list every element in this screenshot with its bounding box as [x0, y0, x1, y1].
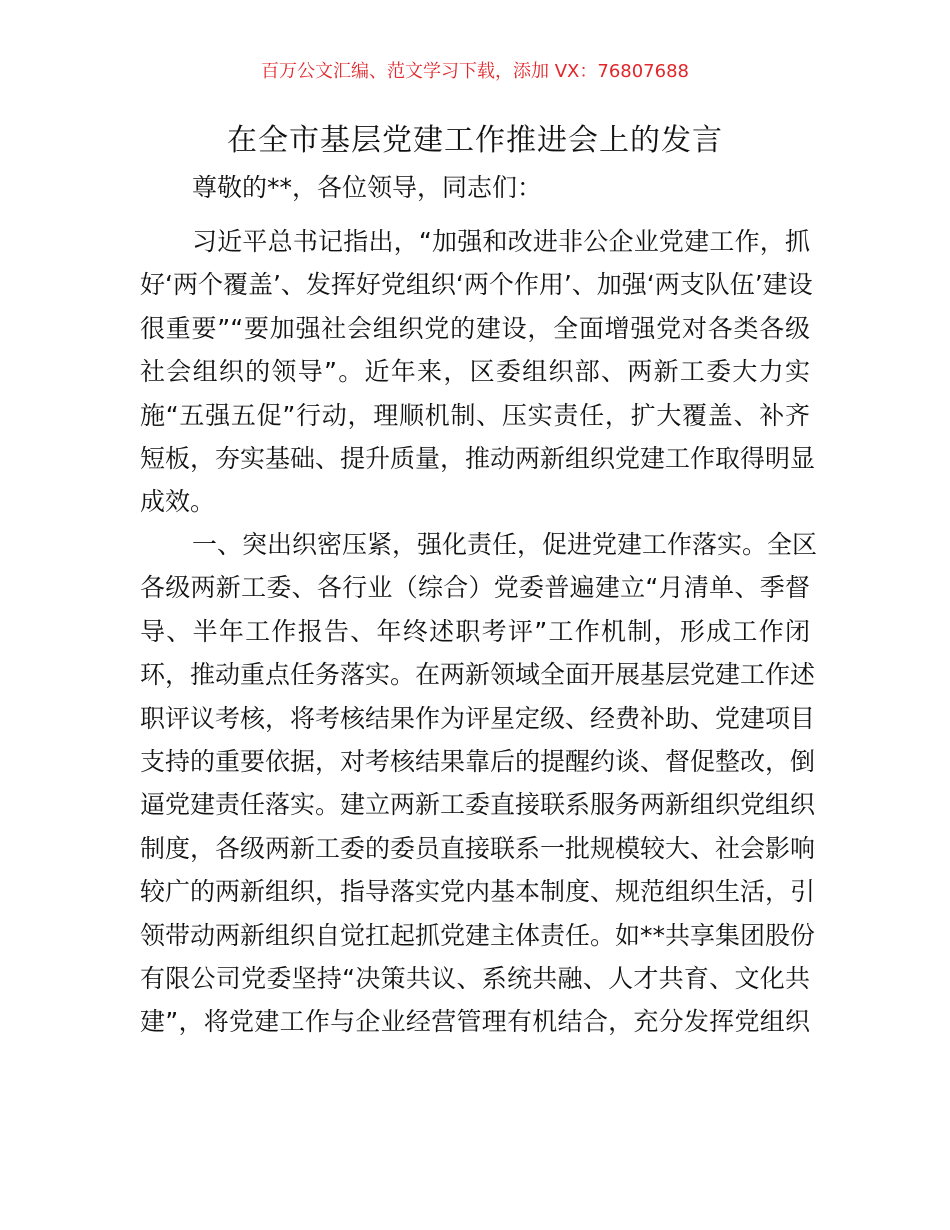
- paragraph-line: 职评议考核，将考核结果作为评星定级、经费补助、党建项目: [140, 703, 816, 733]
- paragraph-line: 导、半年工作报告、年终述职考评”工作机制，形成工作闭: [140, 616, 810, 646]
- paragraph-line: 有限公司党委坚持“决策共议、系统共融、人才共育、文化共: [140, 964, 810, 993]
- paragraph-line: 成效。: [140, 487, 216, 517]
- paragraph-line: 各级两新工委、各行业（综合）党委普遍建立“月清单、季督: [140, 573, 810, 603]
- paragraph-line: 好‘两个覆盖’、发挥好党组织‘两个作用’、加强‘两支队伍’建设: [140, 270, 813, 300]
- paragraph-line: 一、突出织密压紧，强化责任，促进党建工作落实。全区: [192, 530, 818, 559]
- paragraph-line: 建”，将党建工作与企业经营管理有机结合，充分发挥党组织: [140, 1007, 810, 1037]
- paragraph-line: 制度，各级两新工委的委员直接联系一批规模较大、社会影响: [140, 833, 816, 863]
- paragraph-line: 领带动两新组织自觉扛起抓党建主体责任。如**共享集团股份: [140, 920, 816, 950]
- paragraph-line: 短板，夯实基础、提升质量，推动两新组织党建工作取得明显: [140, 444, 816, 473]
- salutation: 尊敬的**，各位领导，同志们：: [192, 173, 543, 202]
- paragraph-line: 社会组织的领导”。近年来，区委组织部、两新工委大力实: [140, 357, 810, 387]
- paragraph-line: 很重要”“要加强社会组织党的建设，全面增强党对各类各级: [140, 313, 810, 343]
- paragraph-line: 施“五强五促”行动，理顺机制、压实责任，扩大覆盖、补齐: [140, 400, 810, 430]
- watermark-header: 百万公文汇编、范文学习下载，添加 VX：76807688: [261, 61, 689, 82]
- paragraph-line: 支持的重要依据，对考核结果靠后的提醒约谈、督促整改，倒: [140, 747, 816, 776]
- document-title: 在全市基层党建工作推进会上的发言: [227, 123, 723, 158]
- paragraph-line: 环，推动重点任务落实。在两新领域全面开展基层党建工作述: [140, 660, 816, 690]
- paragraph-line: 习近平总书记指出，“加强和改进非公企业党建工作，抓: [192, 227, 810, 256]
- paragraph-line: 较广的两新组织，指导落实党内基本制度、规范组织生活，引: [140, 877, 816, 907]
- paragraph-line: 逼党建责任落实。建立两新工委直接联系服务两新组织党组织: [140, 790, 816, 820]
